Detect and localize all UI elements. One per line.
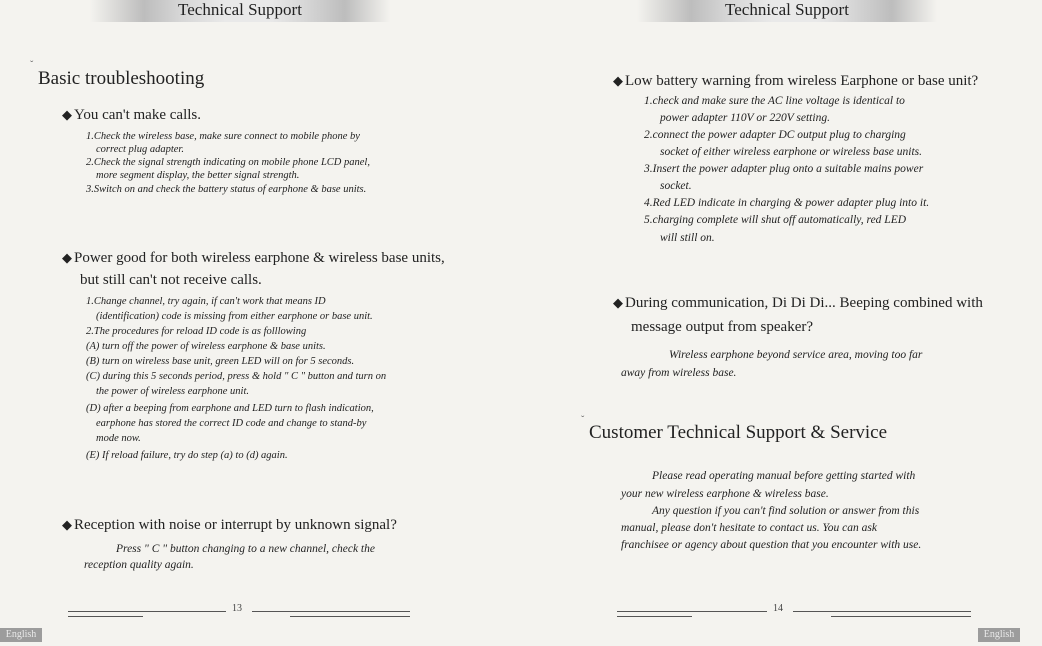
text-line: franchisee or agency about question that you encounter with use.	[621, 539, 922, 551]
diamond-bullet-icon: ◆	[613, 73, 623, 88]
question-title-line2: message output from speaker?	[631, 319, 814, 335]
page-right	[521, 0, 1042, 646]
header-title: Technical Support	[178, 0, 302, 19]
footer-rule	[68, 616, 143, 617]
question-title: During communication, Di Di Di... Beeping combined with	[625, 295, 983, 311]
text-line: mode now.	[96, 433, 141, 444]
footer-rule	[617, 611, 767, 612]
text-line: (A) turn off the power of wireless earphone & base units.	[86, 341, 326, 352]
header-band	[90, 0, 390, 22]
section-title-customer-support: Customer Technical Support & Service	[589, 422, 888, 443]
text-line: more segment display, the better signal strength.	[96, 170, 300, 181]
text-line: (B) turn on wireless base unit, green LED will on for 5 seconds.	[86, 356, 355, 367]
text-line: 3.Switch on and check the battery status of earphone & base units.	[86, 184, 367, 195]
language-tab: English	[0, 628, 42, 642]
text-line: 3.Insert the power adapter plug onto a suitable mains power	[644, 163, 924, 175]
page-number: 14	[773, 603, 783, 614]
text-line: manual, please don't hesitate to contact us. You can ask	[621, 522, 877, 534]
question-heading	[62, 250, 445, 267]
text-line: 1.Check the wireless base, make sure connect to mobile phone by	[86, 131, 360, 142]
text-line: 1.check and make sure the AC line voltage is identical to	[644, 95, 905, 107]
question-heading	[613, 73, 978, 90]
diamond-bullet-icon: ◆	[62, 517, 72, 532]
header-title: Technical Support	[725, 0, 849, 19]
text-line: socket of either wireless earphone or wireless base units.	[660, 146, 923, 158]
text-line: earphone has stored the correct ID code and change to stand-by	[96, 418, 367, 429]
question-title-line2: but still can't not receive calls.	[80, 272, 262, 288]
footer-rule	[252, 611, 410, 612]
section-title-basic-troubleshooting: Basic troubleshooting	[38, 68, 205, 89]
footer-rule	[617, 616, 692, 617]
diamond-bullet-icon: ◆	[62, 250, 72, 265]
language-tab: English	[978, 628, 1020, 642]
text-line: correct plug adapter.	[96, 144, 184, 155]
text-line: (identification) code is missing from either earphone or base unit.	[96, 311, 373, 322]
text-line: Please read operating manual before getting started with	[652, 470, 916, 482]
header-band	[637, 0, 937, 22]
text-line: will still on.	[660, 232, 715, 244]
text-line: (C) during this 5 seconds period, press & hold " C " button and turn on	[86, 371, 387, 382]
diamond-bullet-icon: ◆	[62, 107, 72, 122]
text-line: Wireless earphone beyond service area, moving too far	[669, 349, 923, 361]
text-line: Press " C " button changing to a new channel, check the	[116, 543, 375, 555]
question-title: You can't make calls.	[74, 107, 201, 123]
diamond-bullet-icon: ◆	[613, 295, 623, 310]
footer-rule	[290, 616, 410, 617]
page-number: 13	[232, 603, 242, 614]
footer-rule	[793, 611, 971, 612]
question-title: Low battery warning from wireless Earphone or base unit?	[625, 73, 979, 89]
question-title: Reception with noise or interrupt by unknown signal?	[74, 517, 397, 533]
question-heading	[62, 517, 397, 534]
text-line: 2.connect the power adapter DC output plug to charging	[644, 129, 906, 141]
section-marker: ˇ	[581, 415, 585, 426]
text-line: your new wireless earphone & wireless base.	[621, 488, 829, 500]
text-line: (E) If reload failure, try do step (a) to (d) again.	[86, 450, 288, 461]
text-line: 2.Check the signal strength indicating on mobile phone LCD panel,	[86, 157, 370, 168]
section-marker: ˇ	[30, 60, 34, 71]
text-line: (D) after a beeping from earphone and LED turn to flash indication,	[86, 403, 374, 414]
text-line: away from wireless base.	[621, 367, 737, 379]
text-line: power adapter 110V or 220V setting.	[660, 112, 830, 124]
text-line: 5.charging complete will shut off automatically, red LED	[644, 214, 907, 226]
text-line: Any question if you can't find solution or answer from this	[652, 505, 920, 517]
text-line: 4.Red LED indicate in charging & power adapter plug into it.	[644, 197, 930, 209]
question-title: Power good for both wireless earphone & wireless base units,	[74, 250, 445, 266]
text-line: socket.	[660, 180, 692, 192]
question-heading	[613, 295, 983, 312]
footer-rule	[68, 611, 226, 612]
question-heading	[62, 107, 201, 124]
text-line: reception quality again.	[84, 559, 194, 571]
text-line: 2.The procedures for reload ID code is as folllowing	[86, 326, 307, 337]
text-line: the power of wireless earphone unit.	[96, 386, 250, 397]
text-line: 1.Change channel, try again, if can't work that means ID	[86, 296, 326, 307]
footer-rule	[831, 616, 971, 617]
